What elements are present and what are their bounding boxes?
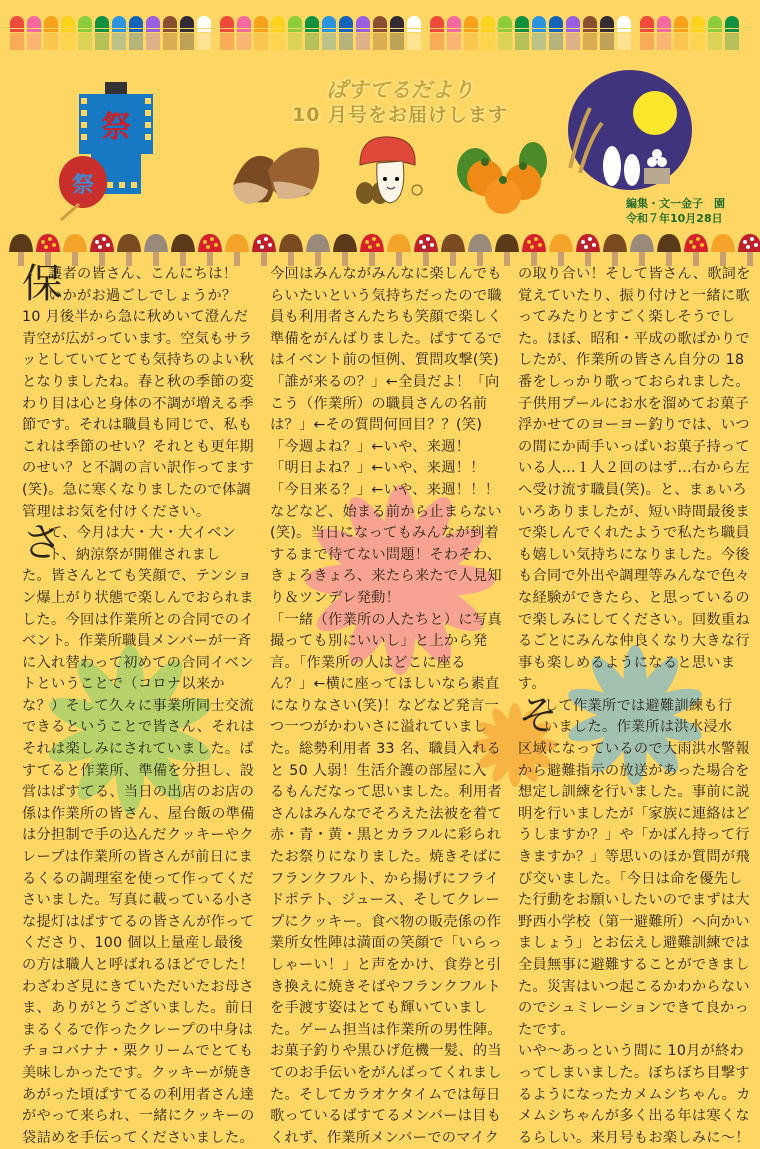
text-line: ベント。作業所職員メンバーが一斉 [22,633,252,650]
text-line: ま、ありがとうございました。前日 [22,1000,254,1017]
editor-name: 編集・文一金子 園 [626,197,725,210]
text-line: るくるの調理室を使って作ってくだ [22,870,254,887]
crayon-icon [27,16,41,50]
text-line: いました。作業所は洪水浸水 [544,719,733,736]
crayon-icon [600,16,614,50]
text-line: 営はぱすてる、当日の出店のお店の [22,784,255,801]
text-line: てのお手伝いをがんばってくれまし [270,1064,502,1081]
text-line: な提灯はぱすてるの皆さんが作って [22,913,255,930]
text-line: ン爆上がり状態で楽しんでおられま [22,589,254,606]
text-line: り＆ツンデレ発動！ [270,589,401,606]
crayon-icon [339,16,353,50]
text-line: それは楽しみにされていました。ぱ [22,741,254,758]
text-line: 管理はお気を付けください。 [22,503,211,520]
mushroom-character-illustration [335,135,435,210]
text-line: ってみたりとすごく楽しそうでし [518,309,736,326]
text-line: ってしまいました。ぼちぼち目撃す [518,1064,750,1081]
paragraph [270,264,510,1149]
text-line: こう（作業所）の職員さんの名前 [270,395,488,412]
crayon-icon [288,16,302,50]
text-line: (笑)。急に寒くなりましたので体調 [22,481,251,498]
text-line: を手渡す姿はとても輝いていまし [270,1000,488,1017]
crayon-border [10,16,755,52]
text-line: た。ほぼ、昭和・平成の歌ばかりで [518,330,750,347]
crayon-icon [532,16,546,50]
text-line: フランクフルト、から揚げにフライ [270,870,500,887]
text-line: 想定し訓練を行いました。事前に説 [518,784,750,801]
text-line: 今回はみんながみんなに楽しんでも [270,266,502,282]
moon-rabbits-illustration [560,68,700,198]
paragraph [518,1041,758,1149]
article-column-3 [518,264,758,1149]
crayon-icon [464,16,478,50]
text-line: き換えに焼きそばやフランクフルト [270,978,501,995]
text-line: た。総勢利用者 33 名、職員入れる [270,741,502,758]
text-line: るらしい。来月号もお楽しみに～！ [518,1129,750,1146]
text-line: 歌っているぱすてるメンバーは目も [270,1108,502,1125]
text-line: たです。 [518,1021,575,1038]
text-line: も嬉しい気持ちになりました。今後 [518,546,750,563]
text-line: 「一緒（作業所の人たちと）に写真 [270,611,502,628]
text-line: ドポテト、ジュース、そしてクレー [270,892,500,909]
text-line: できるということで皆さん、それは [22,719,255,736]
text-line: 子供用プールにお水を溜めてお菓子 [518,395,750,412]
text-line: び交いました。「今日は命を優先し [518,870,743,887]
text-line: から避難指示の放送があった場合を [518,762,750,779]
text-line: レープは作業所の皆さんが前日にま [22,849,254,866]
editor-info [626,196,725,226]
paragraph [518,264,758,696]
text-line: 係は作業所の皆さん、屋台飯の準備 [22,805,255,822]
text-line: に入れ替わって初めての合同イベン [22,654,254,671]
text-line: すてると作業所、準備を分担し、設 [22,762,255,779]
drop-cap: さ [22,520,62,567]
crayon-icon [180,16,194,50]
text-line: いかがお過ごしでしょうか？ [48,287,237,304]
paragraph [22,261,262,523]
crayon-icon [691,16,705,50]
crayon-icon [78,16,92,50]
text-line: ッとしていてとても気持ちのよい秋 [22,352,254,369]
text-line: いや～あっという間に 10月が終わ [518,1043,745,1060]
crayon-icon [407,16,421,50]
text-line: などなど、始まる前から止まらない [270,503,502,520]
persimmons-illustration [455,140,550,215]
text-line: わざわざ見にきていただいたお母さ [22,978,254,995]
text-line: の取り合い！そして皆さん、歌詞を [518,266,751,282]
crayon-icon [447,16,461,50]
crayon-icon [617,16,631,50]
text-line: した。今回は作業所との合同でのイ [22,611,254,628]
text-line: で楽しみにしてください。回数重ね [518,611,750,628]
text-line: 浮かせてのヨーヨー釣りでは、いつ [518,417,750,434]
text-line: 「誰が来るの？」←全員だよ！「向 [270,373,500,390]
text-line: 業所女性陣は満面の笑顔で「いらっ [270,935,502,952]
crayon-icon [725,16,739,50]
article-column-1 [22,261,262,1149]
text-line: で楽しんでくれたようで私たち職員 [518,525,750,542]
text-line: くださり、100 個以上量産し最後 [22,935,244,952]
text-line: して作業所では避難訓練も行 [544,697,733,714]
crayon-icon [549,16,563,50]
happi-coat-illustration [55,82,165,222]
text-line: はイベント前の恒例、質問攻撃(笑) [270,352,499,369]
text-line: るごとにみんな仲良くなり大きな行 [518,633,750,650]
crayon-icon [583,16,597,50]
text-line: 節です。それは職員も同じで、私も [22,417,253,434]
issue-date: 令和７年10月28日 [626,212,723,225]
text-line: た。そしてカラオケタイムでは毎日 [270,1086,501,1103]
text-line: 野西小学校（第一避難所）へ向かい [518,913,750,930]
text-line: は？」←その質問何回目？？(笑) [270,417,483,434]
text-line: 赤・青・黄・黒とカラフルに彩られ [270,827,502,844]
text-line: の方は職人と呼ばれるほどでした！ [22,957,254,973]
crayon-icon [220,16,234,50]
text-line: メムシちゃんが多く出る年は寒くな [518,1108,750,1125]
happi-kanji: 祭 [101,110,131,145]
text-line: がやって来られ、一緒にクッキーの [22,1108,255,1125]
crayon-icon [237,16,251,50]
text-line: へ受け流す職員(笑)。と、まぁいろ [518,481,747,498]
text-line: 覚えていたり、振り付けと一緒に歌 [518,287,750,304]
text-line: 事も楽しめるようになると思いま [518,654,736,671]
crayon-icon [674,16,688,50]
text-line: た。災害はいつ起こるかわからない [518,978,750,995]
text-line: 青空が広がっています。空気もサラ [22,330,253,347]
text-line: は分担制で手の込んだクッキーやク [22,827,254,844]
text-line: 護者の皆さん、こんにちは！ [48,266,238,282]
text-line: チョコバナナ・栗クリームでとても [22,1043,254,1060]
text-line: な？）そして久々に事業所同士交流 [22,697,254,714]
drop-cap: 保 [22,261,62,307]
crayon-icon [112,16,126,50]
crayon-icon [566,16,580,50]
crayon-icon [163,16,177,50]
text-line: くれず、作業所メンバーでのマイク [270,1129,500,1146]
text-line: ん？」←横に座ってほしいなら素直 [270,676,500,693]
text-line: となりましたね。春と秋の季節の変 [22,373,254,390]
text-line: て、今月は大・大・大イベン [48,525,237,542]
text-line: 美味しかったです。クッキーが焼き [22,1064,253,1081]
text-line: 区域になっているので大雨洪水警報 [518,741,750,758]
text-line: 言。「作業所の人はどこに座る [270,654,466,671]
text-line: きますか？」等思いのほか質問が飛 [518,849,750,866]
text-line: いろありましたが、短い時間最後ま [518,503,750,520]
text-line: トということで（コロナ以来か [22,676,225,693]
text-line: これは季節のせい？それとも更年期 [22,438,254,455]
text-line: (笑)。当日になってもみんなが到着 [270,525,499,542]
text-line: あがった頃ぱすてるの利用者さん達 [22,1086,255,1103]
crayon-icon [373,16,387,50]
text-line: さんはみんなでそろえた法被を着て [270,805,502,822]
text-line: のでシュミレーションできて良かっ [518,1000,749,1017]
crayon-icon [390,16,404,50]
text-line: らいたいという気持ちだったので職 [270,287,502,304]
text-line: 「明日よね？」←いや、来週！！ [270,460,485,477]
text-line: のせい？と不調の言い訳作ってます [22,460,254,477]
crayon-icon [356,16,370,50]
text-line: す。 [518,676,546,693]
chestnuts-illustration [228,140,323,210]
text-line: 「今週よね？」←いや、来週！ [270,438,471,455]
text-line: な経験ができたら、と思っているの [518,589,750,606]
crayon-icon [95,16,109,50]
text-line: 番をしっかり歌っておられました。 [518,373,750,390]
text-line: プにクッキー。食べ物の販売係の作 [270,913,502,930]
crayon-icon [44,16,58,50]
crayon-icon [305,16,319,50]
crayon-icon [481,16,495,50]
text-line: るようになったカメムシちゃん。カ [518,1086,751,1103]
drop-cap: そ [518,692,558,739]
text-line: うしますか？」や「かばん持って行 [518,827,750,844]
text-line: 「今日来る？」←いや、来週！！！ [270,481,500,498]
text-line: 員も利用者さんたちも笑顔で楽しく [270,309,502,326]
text-line: た。ゲーム担当は作業所の男性陣。 [270,1021,502,1038]
crayon-icon [498,16,512,50]
newsletter-subtitle: 10 月号をお届けします [291,104,509,126]
text-line: になりなさい(笑)！などなど発言一 [270,697,499,714]
crayon-icon [657,16,671,50]
text-line: 10 月後半から急に秋めいて澄んだ [22,309,249,326]
text-line: ましょう」とお伝えし避難訓練では [518,935,750,952]
crayon-icon [129,16,143,50]
text-line: 明を行いましたが「家族に連絡はど [518,805,750,822]
crayon-icon [146,16,160,50]
text-line: ト、納涼祭が開催されまし [48,546,221,563]
text-line: お菓子釣りや黒ひげ危機一髪、的当 [270,1043,502,1060]
crayon-icon [197,16,211,50]
text-line: も合同で外出や調理等みんなで色々 [518,568,750,585]
crayon-icon [322,16,336,50]
crayon-icon [271,16,285,50]
crayon-icon [430,16,444,50]
text-line: 撮っても別にいいし」と上から発 [270,633,488,650]
article-column-2 [270,264,510,1149]
text-line: た。皆さんとても笑顔で、テンショ [22,568,253,585]
text-line: と 50 人弱！生活介護の部屋に入 [270,762,487,779]
paragraph [518,692,758,1042]
text-line: さいました。写真に載っている小さ [22,892,254,909]
text-line: 準備をがんばりました。ぱすてるで [270,330,503,347]
text-line: したが、作業所の皆さん自分の 18 [518,352,745,369]
crayon-icon [640,16,654,50]
newsletter-title: ぱすてるだより [326,78,474,102]
paragraph [22,520,262,1149]
crayon-icon [708,16,722,50]
crayon-icon [10,16,24,50]
fan-kanji: 祭 [71,173,95,198]
text-line: するまで待てない問題！そわそわ、 [270,546,502,563]
text-line: の間にか両手いっぱいお菓子持って [518,438,750,455]
text-line: いる人…１人２回のはず…右から左 [518,460,750,477]
text-line: たお祭りになりました。焼きそばに [270,849,502,866]
text-line: きょろきょろ、来たら来たで人見知 [270,568,502,585]
crayon-icon [254,16,268,50]
text-line: るもんだなって思いました。利用者 [270,784,502,801]
text-line: しゃーい！」と声をかけ、食券と引 [270,957,502,973]
text-line: 袋詰めを手伝ってくださいました。 [22,1129,254,1146]
text-line: 全員無事に避難することができまし [518,957,750,973]
crayon-icon [61,16,75,50]
text-line: つ一つがかわいさに溢れていまし [270,719,488,736]
crayon-icon [515,16,529,50]
text-line: わり目は心と身体の不調が増える季 [22,395,254,412]
text-line: まるくるで作ったクレープの中身は [22,1021,253,1038]
text-line: た行動をお願いしたいのでまずは大 [518,892,750,909]
